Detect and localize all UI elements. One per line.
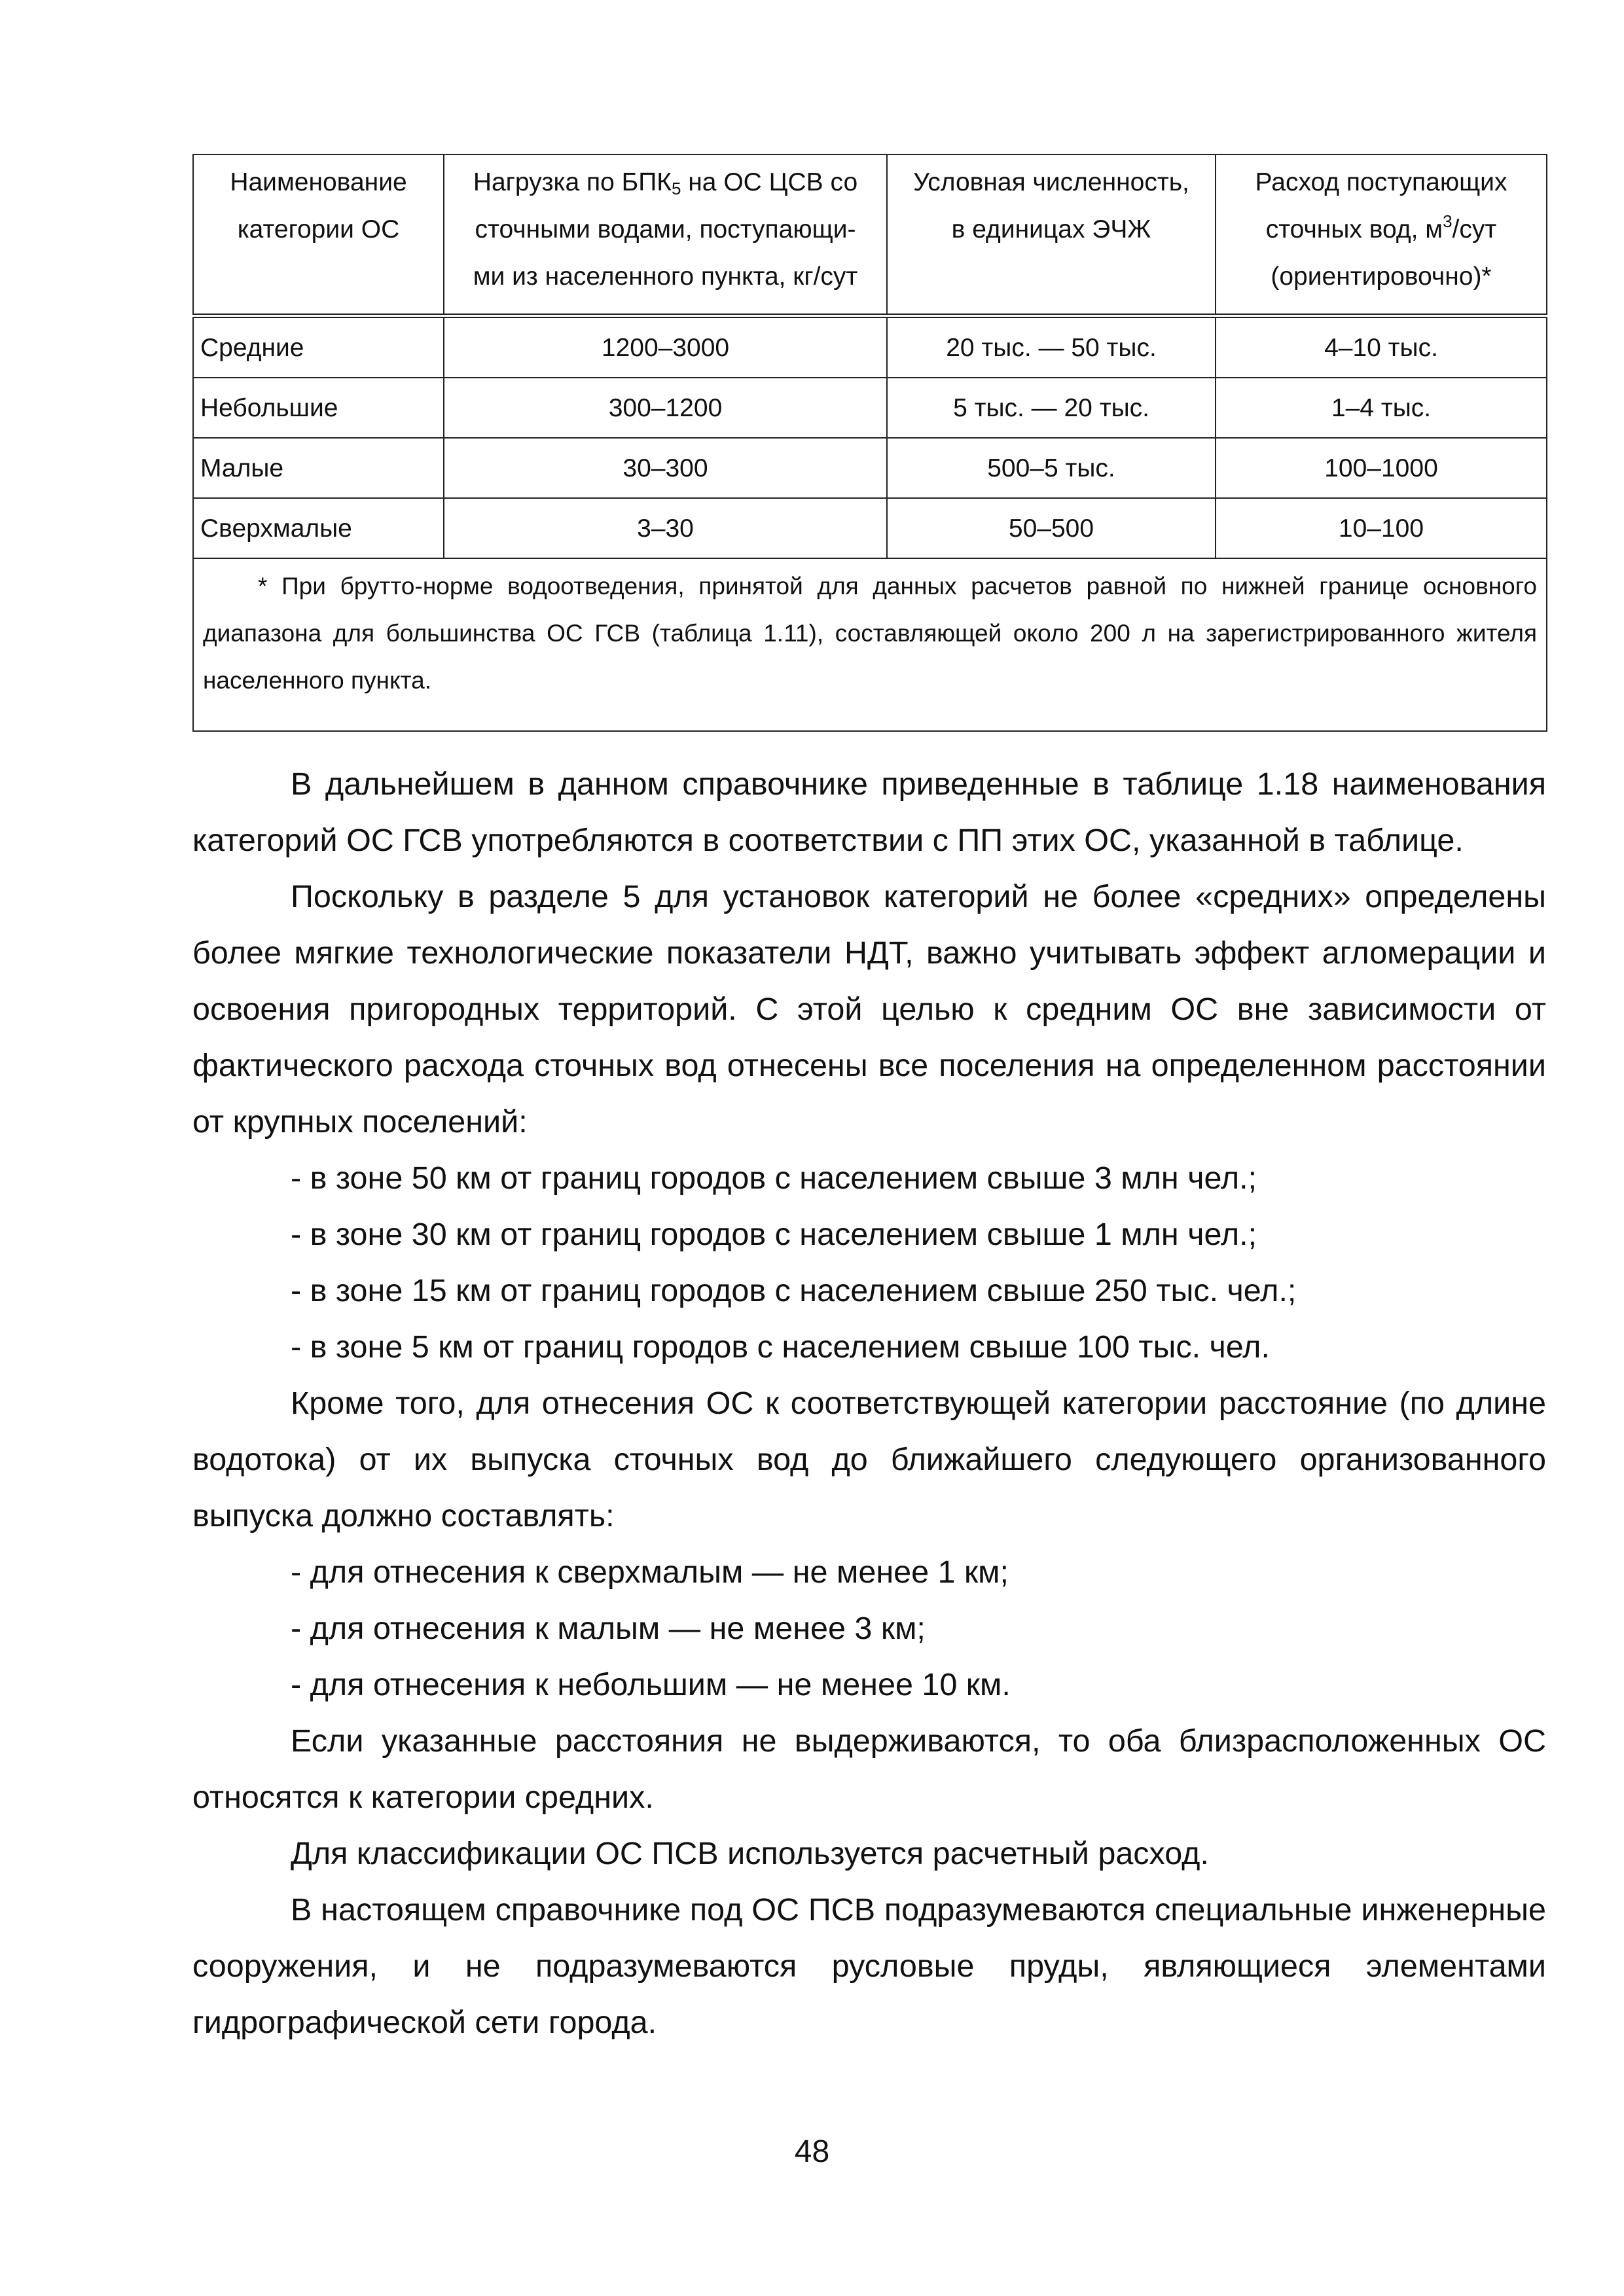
cell-load: 3–30 xyxy=(444,498,887,558)
cell-name: Малые xyxy=(193,438,444,498)
body-text xyxy=(192,756,1546,2051)
header-flow: Расход поступающих сточных вод, $м^3$/сут (ориентировочно)* xyxy=(1216,154,1547,316)
header-category-name: Наименование категории ОС xyxy=(193,154,444,316)
list-item: - для отнесения к малым — не менее 3 км; xyxy=(291,1611,926,1646)
cell-flow: 10–100 xyxy=(1216,498,1547,558)
cell-name: Средние xyxy=(193,316,444,378)
paragraph: Если указанные расстояния не выдерживаются, то оба близрасположенных ОС относятся к категории средних. xyxy=(192,1723,1546,1815)
cell-flow: 1–4 тыс. xyxy=(1216,378,1547,438)
header-population: Условная численность, в единицах ЭЧЖ xyxy=(887,154,1216,316)
list-item: - в зоне 5 км от границ городов с населением свыше 100 тыс. чел. xyxy=(291,1329,1270,1365)
table-row xyxy=(193,438,1547,498)
cell-name: Небольшие xyxy=(193,378,444,438)
paragraph: Поскольку в разделе 5 для установок категорий не более «средних» определены более мягкие технологические показатели НДТ, важно учитывать эффект агломерации и освоения пригородных территорий. С этой целью к средним ОС вне зависимости от фактического расхода сточных вод отнесены все поселения на определенном расстоянии от крупных поселений: xyxy=(192,879,1546,1139)
list-item: - для отнесения к небольшим — не менее 10 км. xyxy=(291,1667,1011,1702)
cell-population: 20 тыс. — 50 тыс. xyxy=(887,316,1216,378)
table-row xyxy=(193,498,1547,558)
header-bod-load: Нагрузка по $БПК_5$ на ОС ЦСВ со сточными водами, поступающи- ми из населенного пункта, кг/сут xyxy=(444,154,887,316)
table-header-row xyxy=(193,154,1547,316)
cell-population: 50–500 xyxy=(887,498,1216,558)
list-item: - для отнесения к сверхмалым — не менее 1 км; xyxy=(291,1554,1009,1590)
list-item: - в зоне 15 км от границ городов с населением свыше 250 тыс. чел.; xyxy=(291,1273,1297,1308)
table-row xyxy=(193,378,1547,438)
cell-load: 300–1200 xyxy=(444,378,887,438)
cell-population: 500–5 тыс. xyxy=(887,438,1216,498)
page-number: 48 xyxy=(794,2134,830,2169)
cell-load: 1200–3000 xyxy=(444,316,887,378)
cell-population: 5 тыс. — 20 тыс. xyxy=(887,378,1216,438)
cell-flow: 100–1000 xyxy=(1216,438,1547,498)
cell-name: Сверхмалые xyxy=(193,498,444,558)
list-item: - в зоне 50 км от границ городов с населением свыше 3 млн чел.; xyxy=(291,1160,1257,1196)
table-row xyxy=(193,316,1547,378)
table-footnote: * При брутто-норме водоотведения, принятой для данных расчетов равной по нижней границе основного диапазона для большинства ОС ГСВ (таблица 1.11), составляющей около 200 л на зарегистрированного жителя населенного пункта. xyxy=(193,558,1547,731)
paragraph: Для классификации ОС ПСВ используется расчетный расход. xyxy=(291,1836,1209,1871)
list-item: - в зоне 30 км от границ городов с населением свыше 1 млн чел.; xyxy=(291,1217,1257,1252)
category-table xyxy=(192,154,1547,732)
paragraph: В дальнейшем в данном справочнике приведенные в таблице 1.18 наименования категорий ОС ГСВ употребляются в соответствии с ПП этих ОС, указанной в таблице. xyxy=(192,766,1546,858)
cell-flow: 4–10 тыс. xyxy=(1216,316,1547,378)
table-footnote-row xyxy=(193,558,1547,731)
paragraph: Кроме того, для отнесения ОС к соответствующей категории расстояние (по длине водотока) от их выпуска сточных вод до ближайшего следующего организованного выпуска должно составлять: xyxy=(192,1386,1546,1534)
cell-load: 30–300 xyxy=(444,438,887,498)
paragraph: В настоящем справочнике под ОС ПСВ подразумеваются специальные инженерные сооружения, и не подразумеваются русловые пруды, являющиеся элементами гидрографической сети города. xyxy=(192,1892,1546,2040)
